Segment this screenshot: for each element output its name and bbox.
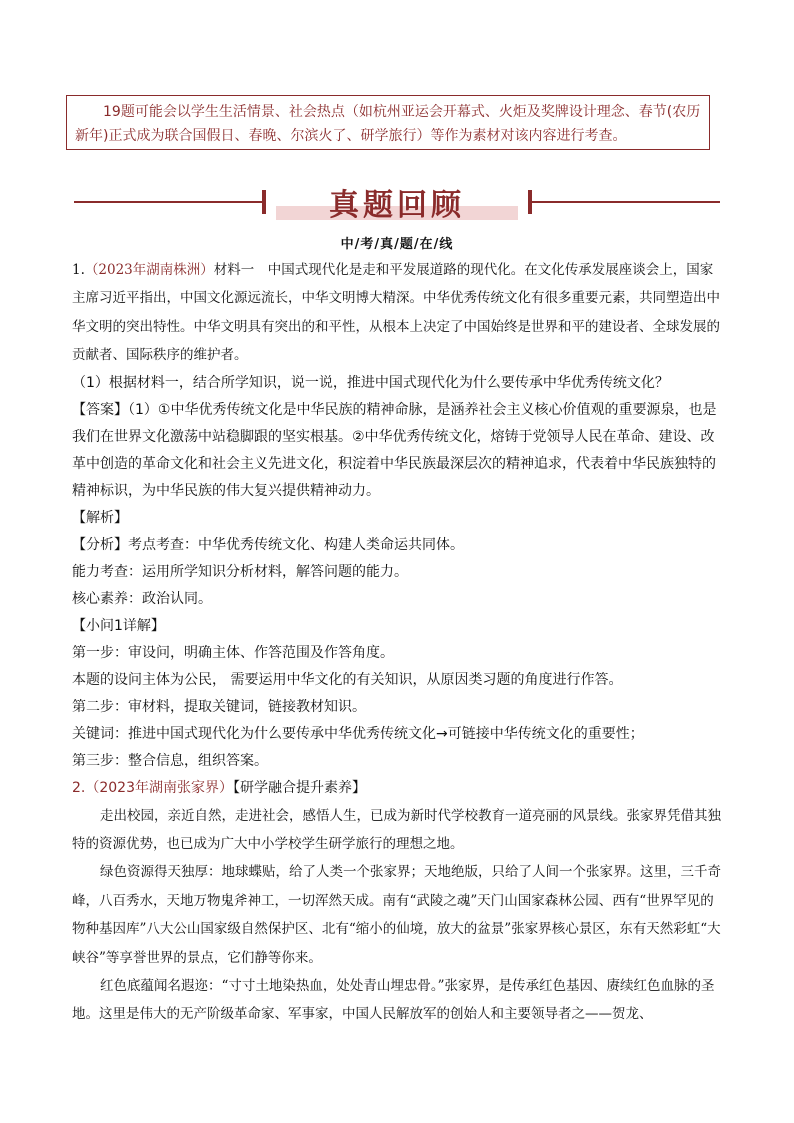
question-number: 1. — [72, 262, 85, 278]
banner-left-tick — [262, 190, 266, 214]
analysis-line: 关键词：推进中国式现代化为什么要传承中华优秀传统文化→可链接中华传统文化的重要性； — [72, 725, 644, 742]
analysis-line: 【分析】考点考查：中华优秀传统文化、构建人类命运共同体。 — [72, 536, 464, 553]
topic-notice-box — [66, 95, 710, 150]
topic-notice-text: 19题可能会以学生生活情景、社会热点（如杭州亚运会开幕式、火炬及奖牌设计理念、春节(农历新年)正式成为联合国假日、春晚、尔滨火了、研学旅行）等作为素材对该内容进行考查。 — [75, 104, 701, 144]
section-banner — [74, 180, 720, 224]
question-tag: 【研学融合提升素养】 — [233, 779, 366, 796]
analysis-line: 第三步：整合信息，组织答案。 — [72, 752, 268, 769]
material-text: 材料一 中国式现代化是走和平发展道路的现代化。在文化传承发展座谈会上，国家主席习近平指出，中国文化源远流长，中华文明博大精深。中华优秀传统文化有很多重要元素，共同塑造出中华文明的突出特性。中华文明具有突出的和平性，从根本上决定了中国始终是世界和平的建设者、全球发展的贡献者、国际秩序的维护者。 — [72, 262, 720, 364]
analysis-line: 第二步：审材料，提取关键词，链接教材知识。 — [72, 698, 366, 715]
analysis-line: 本题的设问主体为公民， 需要运用中华文化的有关知识，从原因类习题的角度进行作答。 — [72, 671, 623, 688]
banner-title: 真题回顾 — [329, 188, 465, 223]
analysis-line: 第一步：审设问，明确主体、作答范围及作答角度。 — [72, 644, 394, 661]
question-2-header — [72, 775, 724, 802]
question-number: 2. — [72, 779, 86, 796]
question-1-answer: 【答案】（1）①中华优秀传统文化是中华民族的精神命脉，是涵养社会主义核心价值观的重要源泉，也是我们在世界文化激荡中站稳脚跟的坚实根基。②中华优秀传统文化，熔铸于党领导人民在革命、建设、改革中创造的革命文化和社会主义先进文化，积淀着中华民族最深层次的精神追求，代表着中华民族独特的精神标识，为中华民族的伟大复兴提供精神动力。 — [72, 401, 717, 499]
question-1-prompt: （1）根据材料一，结合所学知识，说一说，推进中国式现代化为什么要传承中华优秀传统文化？ — [72, 374, 669, 391]
question-1-material — [72, 256, 724, 370]
analysis-line: 核心素养：政治认同。 — [72, 590, 212, 607]
analysis-line: 【解析】 — [72, 509, 128, 526]
section-subtitle: 中/考/真/题/在/线 — [340, 237, 454, 252]
question-2-paragraph: 红色底蕴闻名遐迩：“寸寸土地染热血，处处青山埋忠骨。”张家界，是传承红色基因、赓续红色血脉的圣地。这里是伟大的无产阶级革命家、军事家，中国人民解放军的创始人和主要领导者之——贺龙、 — [72, 978, 715, 1023]
banner-right-line — [532, 201, 720, 203]
analysis-line: 能力考查：运用所学知识分析材料，解答问题的能力。 — [72, 563, 408, 580]
question-source: （2023年湖南株洲） — [84, 262, 214, 278]
analysis-line: 【小问1详解】 — [72, 617, 165, 634]
question-2-paragraph: 绿色资源得天独厚：地球蝶贴，给了人类一个张家界；天地绝版，只给了人间一个张家界。这里，三千奇峰，八百秀水，天地万物鬼斧神工，一切浑然天成。南有“武陵之魂”天门山国家森林公园、西有“世界罕见的物种基因库”八大公山国家级自然保护区、北有“缩小的仙境，放大的盆景”张家界核心景区，东有天然彩虹“大峡谷”等享誉世界的景点，它们静等你来。 — [72, 864, 721, 966]
question-source: （2023年湖南张家界） — [85, 779, 233, 796]
question-2-paragraph: 走出校园，亲近自然，走进社会，感悟人生，已成为新时代学校教育一道亮丽的风景线。张家界凭借其独特的资源优势，也已成为广大中小学校学生研学旅行的理想之地。 — [72, 807, 721, 853]
banner-left-line — [74, 201, 262, 203]
document-body — [72, 256, 724, 1029]
